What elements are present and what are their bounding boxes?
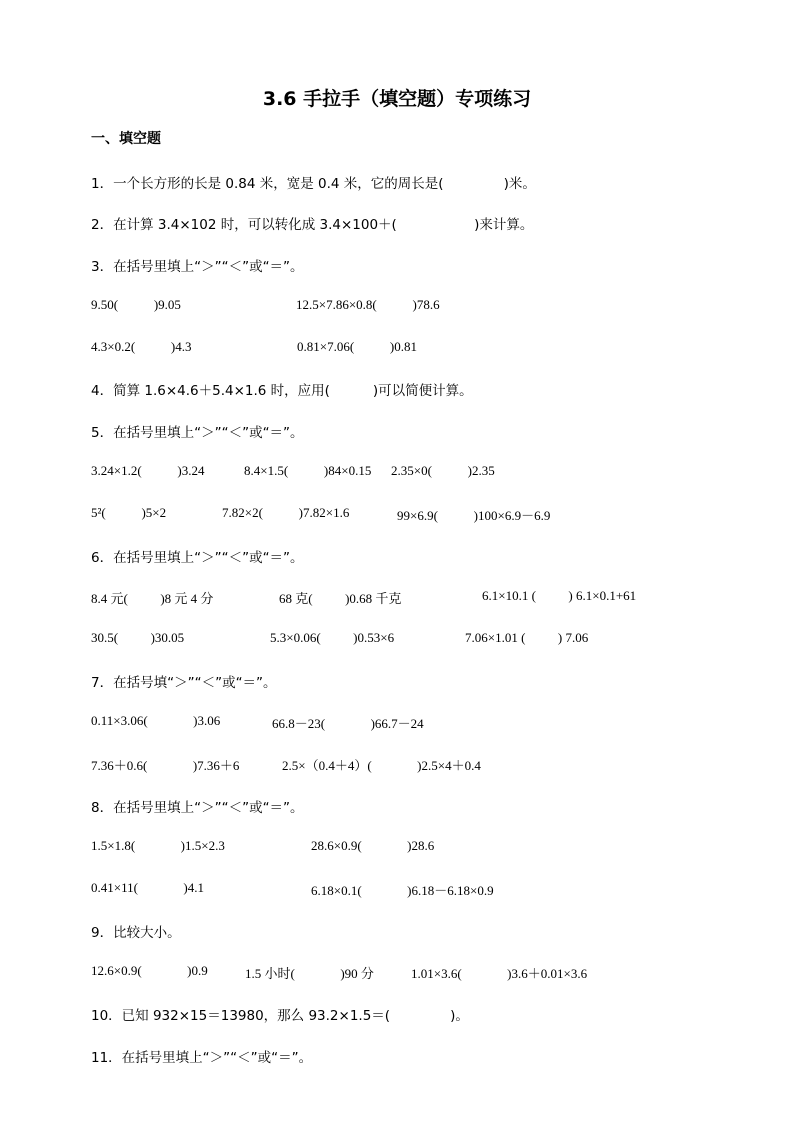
q3-item: 12.5×7.86×0.8( )78.6 [296,297,440,312]
q6-item: 5.3×0.06( )0.53×6 [270,630,395,645]
q5-item: 5²( )5×2 [91,505,167,520]
q9-item: 12.6×0.9( )0.9 [91,963,208,978]
q5-item: 99×6.9( )100×6.9－6.9 [397,508,551,523]
q5-item: 3.24×1.2( )3.24 [91,463,205,478]
q8-item: 6.18×0.1( )6.18－6.18×0.9 [311,883,494,898]
question-4: 4．简算 1.6×4.6＋5.4×1.6 时，应用( )可以简便计算。 [91,383,473,399]
question-1: 1．一个长方形的长是 0.84 米，宽是 0.4 米，它的周长是( )米。 [91,176,536,192]
question-10: 10．已知 932×15＝13980，那么 93.2×1.5＝( )。 [91,1008,469,1024]
question-7: 7．在括号填“＞”“＜”或“＝”。 [91,675,277,691]
question-6: 6．在括号里填上“＞”“＜”或“＝”。 [91,550,304,566]
q6-item: 30.5( )30.05 [91,630,185,645]
q6-item: 7.06×1.01 ( ) 7.06 [465,630,589,645]
q7-item: 7.36＋0.6( )7.36＋6 [91,758,240,773]
q3-item: 4.3×0.2( )4.3 [91,339,192,354]
q6-item: 8.4 元( )8 元 4 分 [91,591,214,606]
page-title: 3.6 手拉手（填空题）专项练习 [262,88,532,110]
q7-item: 66.8－23( )66.7－24 [272,716,424,731]
question-3: 3．在括号里填上“＞”“＜”或“＝”。 [91,259,304,275]
question-5: 5．在括号里填上“＞”“＜”或“＝”。 [91,425,304,441]
question-2: 2．在计算 3.4×102 时，可以转化成 3.4×100＋( )来计算。 [91,217,534,233]
q8-item: 28.6×0.9( )28.6 [311,838,435,853]
q8-item: 1.5×1.8( )1.5×2.3 [91,838,225,853]
question-8: 8．在括号里填上“＞”“＜”或“＝”。 [91,800,304,816]
q6-item: 68 克( )0.68 千克 [279,591,402,606]
q5-item: 2.35×0( )2.35 [391,463,495,478]
q7-item: 0.11×3.06( )3.06 [91,713,221,728]
q6-item: 6.1×10.1 ( ) 6.1×0.1+61 [482,588,637,603]
section-heading: 一、填空题 [91,131,161,147]
question-9: 9．比较大小。 [91,925,181,941]
q5-item: 8.4×1.5( )84×0.15 [244,463,372,478]
q3-item: 9.50( )9.05 [91,297,181,312]
q9-item: 1.5 小时( )90 分 [245,966,374,981]
q9-item: 1.01×3.6( )3.6＋0.01×3.6 [411,966,588,981]
question-11: 11．在括号里填上“＞”“＜”或“＝”。 [91,1050,313,1066]
q7-item: 2.5×（0.4＋4）( )2.5×4＋0.4 [282,758,481,773]
q5-item: 7.82×2( )7.82×1.6 [222,505,350,520]
q3-item: 0.81×7.06( )0.81 [297,339,417,354]
q8-item: 0.41×11( )4.1 [91,880,205,895]
